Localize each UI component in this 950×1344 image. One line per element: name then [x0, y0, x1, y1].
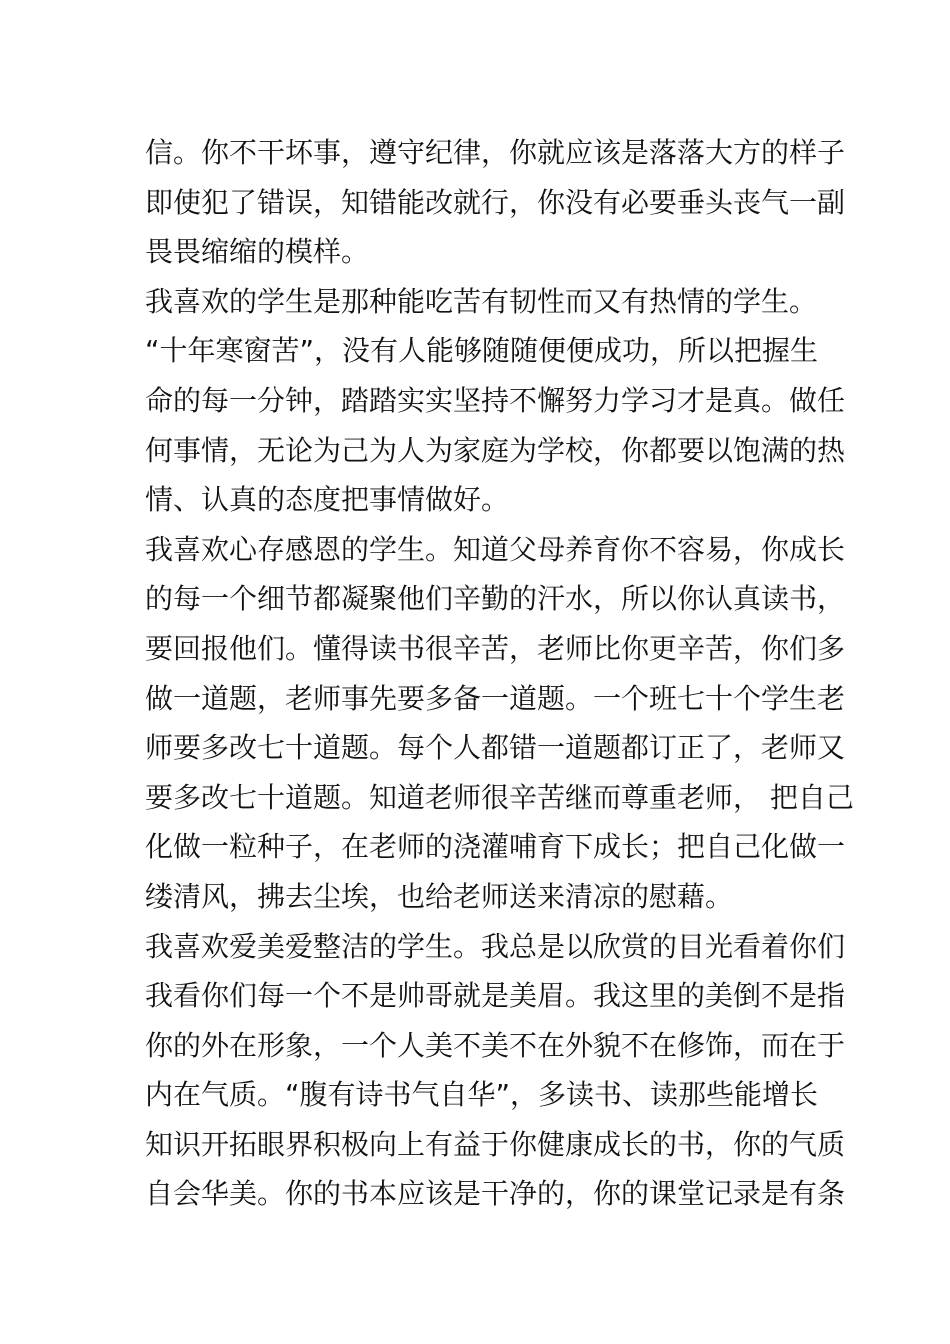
text-line: 的每一个细节都凝聚他们辛勤的汗水，所以你认真读书， — [145, 582, 846, 616]
text-line: 师要多改七十道题。每个人都错一道题都订正了，老师又 — [145, 731, 846, 765]
text-line: 畏畏缩缩的模样。 — [145, 235, 370, 269]
text-line: 即使犯了错误，知错能改就行，你没有必要垂头丧气一副 — [145, 185, 846, 219]
text-line: 知识开拓眼界积极向上有益于你健康成长的书，你的气质 — [145, 1127, 846, 1161]
text-line: 要多改七十道题。知道老师很辛苦继而尊重老师， 把自己 — [145, 780, 854, 814]
text-line: 我喜欢爱美爱整洁的学生。我总是以欣赏的目光看着你们 — [145, 929, 846, 963]
text-line: “十年寒窗苦”，没有人能够随随便便成功，所以把握生 — [145, 334, 819, 368]
text-line: 我喜欢的学生是那种能吃苦有韧性而又有热情的学生。 — [145, 284, 818, 318]
text-line: 化做一粒种子，在老师的浇灌哺育下成长；把自己化做一 — [145, 830, 846, 864]
text-line: 命的每一分钟，踏踏实实坚持不懈努力学习才是真。做任 — [145, 383, 846, 417]
text-line: 自会华美。你的书本应该是干净的，你的课堂记录是有条 — [145, 1177, 846, 1211]
text-line: 要回报他们。懂得读书很辛苦，老师比你更辛苦，你们多 — [145, 631, 846, 665]
text-line: 内在气质。“腹有诗书气自华”，多读书、读那些能增长 — [145, 1078, 819, 1112]
text-line: 做一道题，老师事先要多备一道题。一个班七十个学生老 — [145, 681, 846, 715]
text-line: 缕清风，拂去尘埃，也给老师送来清凉的慰藉。 — [145, 879, 734, 913]
body-text — [145, 128, 854, 1219]
text-line: 何事情，无论为己为人为家庭为学校，你都要以饱满的热 — [145, 433, 846, 467]
text-line: 情、认真的态度把事情做好。 — [145, 483, 510, 517]
text-line: 我喜欢心存感恩的学生。知道父母养育你不容易，你成长 — [145, 532, 846, 566]
text-line: 我看你们每一个不是帅哥就是美眉。我这里的美倒不是指 — [145, 979, 846, 1013]
text-line: 信。你不干坏事，遵守纪律，你就应该是落落大方的样子 — [145, 136, 846, 169]
text-line: 你的外在形象，一个人美不美不在外貌不在修饰，而在于 — [145, 1028, 846, 1062]
